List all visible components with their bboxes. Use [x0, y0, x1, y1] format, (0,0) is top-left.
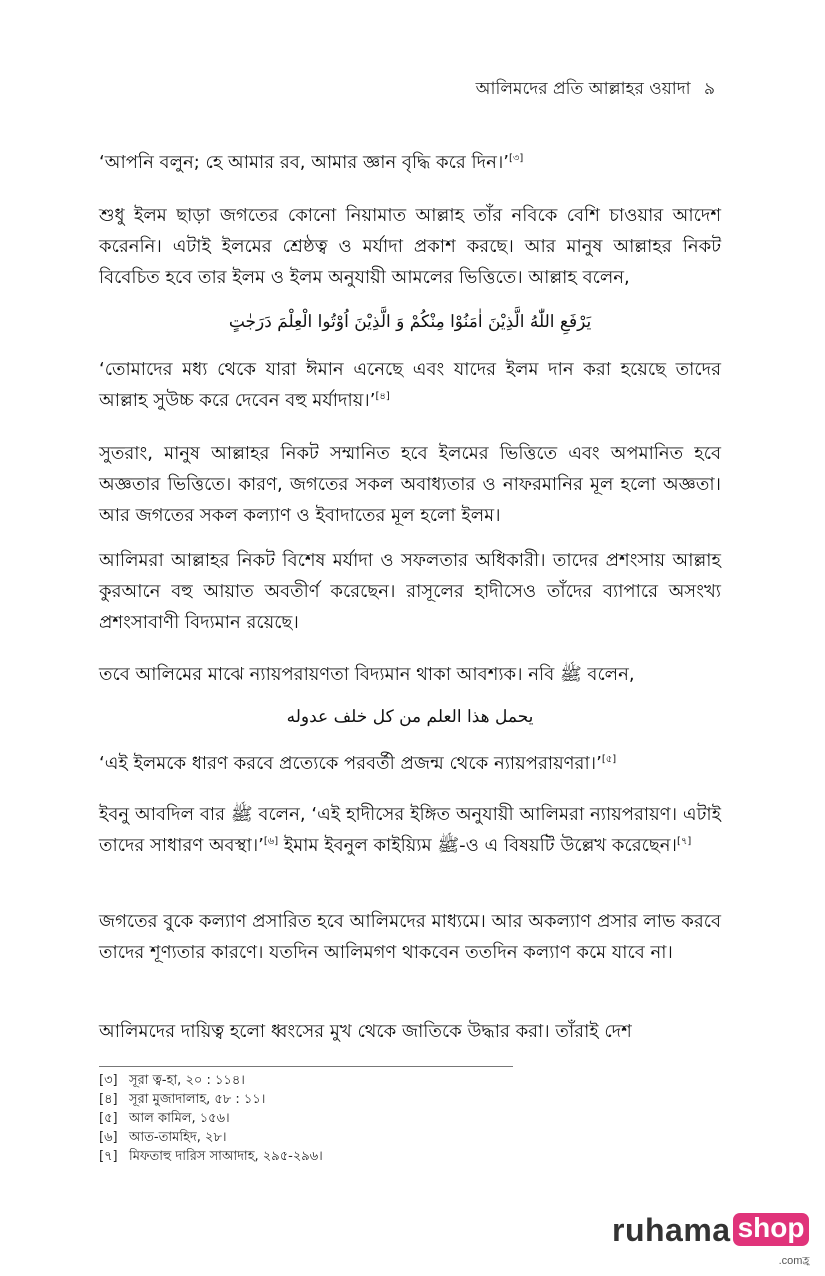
- paragraph-text: আলিমরা আল্লাহর নিকট বিশেষ মর্যাদা ও সফলতার অধিকারী। তাদের প্রশংসায় আল্লাহ কুরআনে বহু আয়াত অবতীর্ণ করেছেন। রাসূলের হাদীসেও তাঁদের ব্যাপারে অসংখ্য প্রশংসাবাণী বিদ্যমান রয়েছে।: [99, 550, 721, 633]
- footnote-ref: [৪]: [375, 391, 390, 402]
- footnote-text: আল কামিল, ১৫৬।: [129, 1111, 230, 1126]
- body-paragraph: [99, 200, 721, 293]
- paragraph-text: শুধু ইলম ছাড়া জগতের কোনো নিয়ামাত আল্লাহ তাঁর নবিকে বেশি চাওয়ার আদেশ করেননি। এটাই ইলমের শ্রেষ্ঠত্ব ও মর্যাদা প্রকাশ করছে। আর মানুষ আল্লাহর নিকট বিবেচিত হবে তার ইলম ও ইলম অনুযায়ী আমলের ভিত্তিতে। আল্লাহ বলেন,: [99, 205, 721, 288]
- paragraph-text: সুতরাং, মানুষ আল্লাহর নিকট সম্মানিত হবে ইলমের ভিত্তিতে এবং অপমানিত হবে অজ্ঞতার ভিত্তিতে। কারণ, জগতের সকল অবাধ্যতার ও নাফরমানির মূল হলো অজ্ঞতা। আর জগতের সকল কল্যাণ ও ইবাদাতের মূল হলো ইলম।: [99, 443, 721, 526]
- logo-shop-badge: [733, 1212, 810, 1267]
- footnote-text: সূরা মুজাদালাহ, ৫৮ : ১১।: [129, 1092, 266, 1107]
- footnote-ref: [৬]: [263, 836, 279, 847]
- footnote-number: [৩]: [99, 1073, 118, 1088]
- footnotes: [99, 1071, 599, 1166]
- body-paragraph: [99, 545, 721, 638]
- quote-paragraph: [99, 748, 721, 779]
- paragraph-text: জগতের বুকে কল্যাণ প্রসারিত হবে আলিমদের মাধ্যমে। আর অকল্যাণ প্রসার লাভ করবে তাদের শূণ্যতার কারণে। যতদিন আলিমগণ থাকবেন ততদিন কল্যাণ কমে যাবে না।: [99, 911, 721, 963]
- body-paragraph: [99, 659, 721, 690]
- body-paragraph: [99, 906, 721, 968]
- header-title: আলিমদের প্রতি আল্লাহর ওয়াদা: [475, 79, 691, 99]
- ruhamashop-logo: [612, 1212, 810, 1267]
- quote-text: ‘তোমাদের মধ্য থেকে যারা ঈমান এনেছে এবং যাদের ইলম দান করা হয়েছে তাদের আল্লাহ সুউচ্চ করে দেবেন বহু মর্যাদায়।’: [99, 359, 721, 411]
- paragraph-text: আলিমদের দায়িত্ব হলো ধ্বংসের মুখ থেকে জাতিকে উদ্ধার করা। তাঁরাই দেশ: [99, 1021, 632, 1042]
- paragraph-text: ইমাম ইবনুল কাইয়্যিম ﷺ-ও এ বিষয়টি উল্লেখ করেছেন।: [278, 835, 677, 856]
- page-number: ৯: [703, 79, 715, 99]
- footnote-number: [৫]: [99, 1111, 118, 1126]
- footnote-ref: [৩]: [508, 153, 524, 164]
- footnote-number: [৬]: [99, 1130, 118, 1145]
- arabic-verse: يَرْفَعِ اللّٰهُ الَّذِيْنَ اٰمَنُوْا مِنْكُمْ وَ الَّذِيْنَ اُوْتُوا الْعِلْمَ دَرَجٰتٍ: [228, 312, 592, 332]
- footnote-number: [৭]: [99, 1149, 118, 1164]
- body-paragraph: [99, 438, 721, 531]
- footnote-text: সূরা ত্ব-হা, ২০ : ১১৪।: [129, 1073, 245, 1088]
- footnote-divider: [99, 1066, 513, 1067]
- paragraph-text: তবে আলিমের মাঝে ন্যায়পরায়ণতা বিদ্যমান থাকা আবশ্যক। নবি ﷺ বলেন,: [99, 664, 635, 685]
- footnote-text: আত-তামহিদ, ২৮।: [129, 1130, 227, 1145]
- footnote-number: [৪]: [99, 1092, 118, 1107]
- quote-paragraph: [99, 354, 721, 416]
- quote-paragraph: [99, 147, 721, 178]
- quote-text: ‘এই ইলমকে ধারণ করবে প্রত্যেকে পরবর্তী প্রজন্ম থেকে ন্যায়পরায়ণরা।’: [99, 753, 602, 774]
- footnote-ref: [৭]: [676, 836, 692, 847]
- footnote: [99, 1090, 599, 1109]
- body-paragraph: [99, 1016, 721, 1047]
- logo-shop-text: shop: [737, 1212, 805, 1243]
- arabic-hadith: يحمل هذا العلم من كل خلف عدوله: [286, 707, 534, 727]
- body-paragraph: [99, 799, 721, 861]
- quote-text: ‘আপনি বলুন; হে আমার রব, আমার জ্ঞান বৃদ্ধি করে দিন।’: [99, 152, 509, 173]
- footnote: [99, 1071, 599, 1090]
- running-header: [476, 76, 715, 104]
- footnote: [99, 1109, 599, 1128]
- footnote: [99, 1128, 599, 1147]
- paragraph-text: ইবনু আবদিল বার ﷺ বলেন, ‘এই হাদীসের ইঙ্গিত অনুযায়ী আলিমরা ন্যায়পরায়ণ। এটাই তাদের সাধারণ অবস্থা।’: [99, 804, 721, 856]
- logo-text: ruhama: [612, 1212, 731, 1248]
- logo-domain-suffix: .comহ্ৰ: [778, 1255, 810, 1267]
- footnote: [99, 1147, 599, 1166]
- footnote-text: মিফতাহু দারিস সাআদাহ, ২৯৫-২৯৬।: [129, 1149, 323, 1164]
- footnote-ref: [৫]: [601, 754, 617, 765]
